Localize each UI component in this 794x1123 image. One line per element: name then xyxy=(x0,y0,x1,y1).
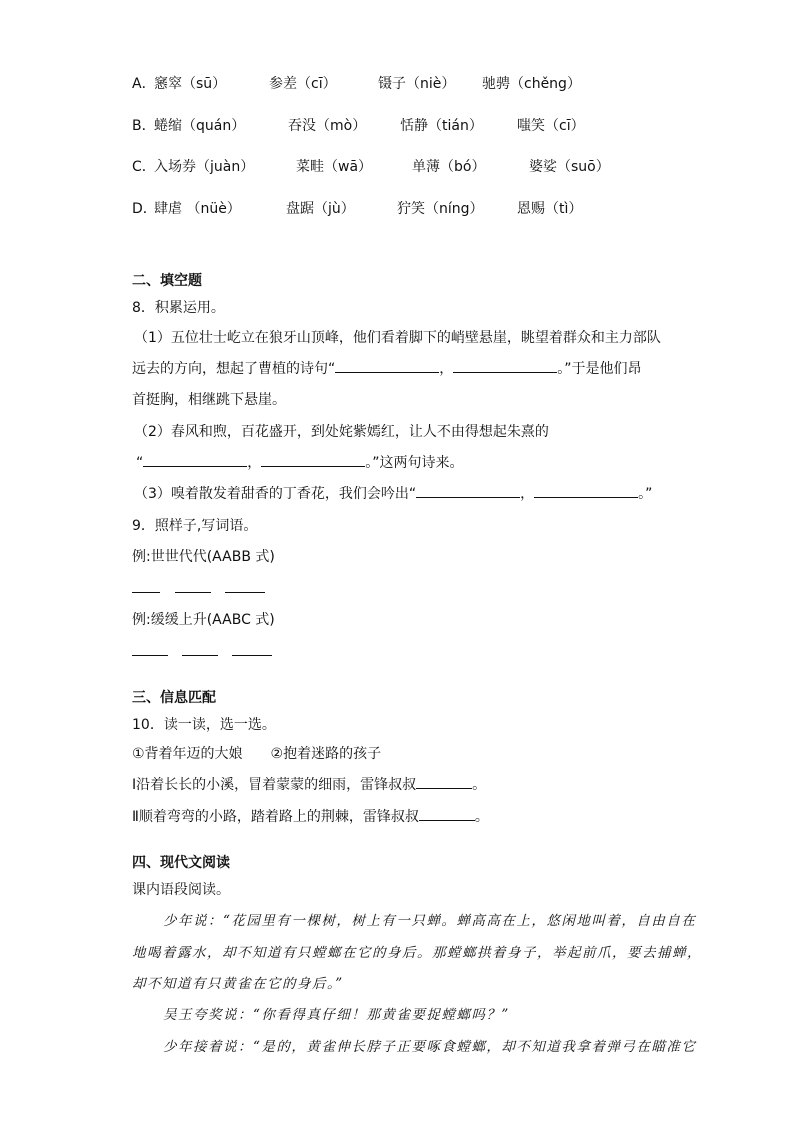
q10-item-2-text: Ⅱ顺着弯弯的小路，踏着路上的荆棘，雷锋叔叔 xyxy=(132,809,419,825)
reading-para1-line3: 却不知道有只黄雀在它的身后。” xyxy=(132,976,344,992)
q8-part2-text-b: 。”这两句诗来。 xyxy=(365,455,464,471)
option-c-item-1: 入场券（juàn） xyxy=(154,159,255,175)
question-8-title: 8．积累运用。 xyxy=(132,300,225,316)
option-a-item-1: 窸窣（sū） xyxy=(154,76,227,92)
reading-para3: 少年接着说：“是的，黄雀伸长脖子正要啄食螳螂，却不知道我拿着弹弓在瞄准它 xyxy=(163,1039,697,1055)
q8-part1-blank-1[interactable] xyxy=(335,358,439,373)
q10-item-1-end: 。 xyxy=(472,777,487,793)
q8-part2-line2 xyxy=(136,452,464,472)
q8-part1-comma: ， xyxy=(439,361,454,377)
question-9-title: 9．照样子,写词语。 xyxy=(132,518,258,534)
q10-item-1-blank[interactable] xyxy=(416,774,472,789)
q8-part1-line1: （1）五位壮士屹立在狼牙山顶峰，他们看着脚下的峭壁悬崖，眺望着群众和主力部队 xyxy=(134,330,661,346)
q8-part1-line2 xyxy=(132,358,642,378)
option-c-label: C． xyxy=(132,159,156,175)
q8-part3-text-a: （3）嗅着散发着甜香的丁香花，我们会吟出“ xyxy=(134,486,417,502)
q8-part1-line3: 首挺胸，相继跳下悬崖。 xyxy=(132,392,286,408)
q8-part3-line xyxy=(134,483,652,503)
q10-item-1 xyxy=(132,774,486,794)
option-a-item-3: 镊子（niè） xyxy=(378,76,456,92)
section-3-title: 三、信息匹配 xyxy=(132,690,216,706)
option-b-item-1: 蜷缩（quán） xyxy=(154,118,246,134)
option-b-item-3: 恬静（tián） xyxy=(400,118,483,134)
q9-answer-line-2[interactable] xyxy=(175,592,211,593)
q10-choices: ①背着年迈的大娘 ②抱着迷路的孩子 xyxy=(132,746,382,762)
option-d-item-3: 狞笑（níng） xyxy=(397,201,484,217)
option-c-item-4: 婆娑（suō） xyxy=(529,159,610,175)
q8-part2-line1: （2）春风和煦，百花盛开，到处姹紫嫣红，让人不由得想起朱熹的 xyxy=(134,424,549,440)
option-a-item-2: 参差（cī） xyxy=(269,76,337,92)
question-10-title: 10．读一读，选一选。 xyxy=(132,717,276,733)
reading-para1-line1: 少年说：“花园里有一棵树，树上有一只蝉。蝉高高在上，悠闲地叫着，自由自在 xyxy=(163,913,697,929)
q9-answer-line-1[interactable] xyxy=(132,592,160,593)
q10-item-2 xyxy=(132,806,489,826)
option-c-item-3: 单薄（bó） xyxy=(412,159,486,175)
option-d-label: D． xyxy=(132,201,157,217)
q9-example-2: 例:缓缓上升(AABC 式) xyxy=(132,612,275,628)
section-2-title: 二、填空题 xyxy=(132,273,202,289)
reading-para2: 吴王夸奖说：“你看得真仔细！那黄雀要捉螳螂吗？” xyxy=(163,1007,510,1023)
section-4-intro: 课内语段阅读。 xyxy=(132,882,230,898)
q8-part3-comma: ， xyxy=(520,486,535,502)
q10-item-2-end: 。 xyxy=(474,809,489,825)
q10-item-1-text: Ⅰ沿着长长的小溪，冒着蒙蒙的细雨，雷锋叔叔 xyxy=(132,777,417,793)
option-b-item-4: 嗤笑（cī） xyxy=(517,118,585,134)
q8-part1-text-b: 。”于是他们昂 xyxy=(557,361,642,377)
q8-part2-open-quote: “ xyxy=(136,455,144,471)
option-b-item-2: 吞没（mò） xyxy=(288,118,367,134)
option-c-item-2: 菜畦（wā） xyxy=(296,159,373,175)
q9-answer-line-3[interactable] xyxy=(225,592,265,593)
q8-part3-blank-2[interactable] xyxy=(534,483,638,498)
q8-part2-blank-1[interactable] xyxy=(143,452,247,467)
reading-para1-line2: 地喝着露水，却不知道有只螳螂在它的身后。那螳螂拱着身子，举起前爪，要去捕蝉， xyxy=(132,945,702,961)
option-a-label: A． xyxy=(132,76,156,92)
option-a-item-4: 驰骋（chěng） xyxy=(482,76,581,92)
section-4-title: 四、现代文阅读 xyxy=(132,855,230,871)
q10-item-2-blank[interactable] xyxy=(419,806,475,821)
option-b-label: B． xyxy=(132,118,156,134)
q9-answer-line-6[interactable] xyxy=(232,655,272,656)
q9-answer-line-5[interactable] xyxy=(182,655,218,656)
q8-part2-comma: ， xyxy=(247,455,262,471)
option-d-item-2: 盘踞（jù） xyxy=(286,201,355,217)
q8-part3-text-b: 。” xyxy=(638,486,653,502)
q8-part1-text-a: 远去的方向，想起了曹植的诗句“ xyxy=(132,361,336,377)
q8-part1-blank-2[interactable] xyxy=(453,358,557,373)
q8-part3-blank-1[interactable] xyxy=(416,483,520,498)
q8-part2-blank-2[interactable] xyxy=(261,452,365,467)
q9-example-1: 例:世世代代(AABB 式) xyxy=(132,549,275,565)
option-d-item-1: 肆虐 （nüè） xyxy=(154,201,241,217)
q9-answer-line-4[interactable] xyxy=(132,655,168,656)
option-d-item-4: 恩赐（tì） xyxy=(517,201,583,217)
